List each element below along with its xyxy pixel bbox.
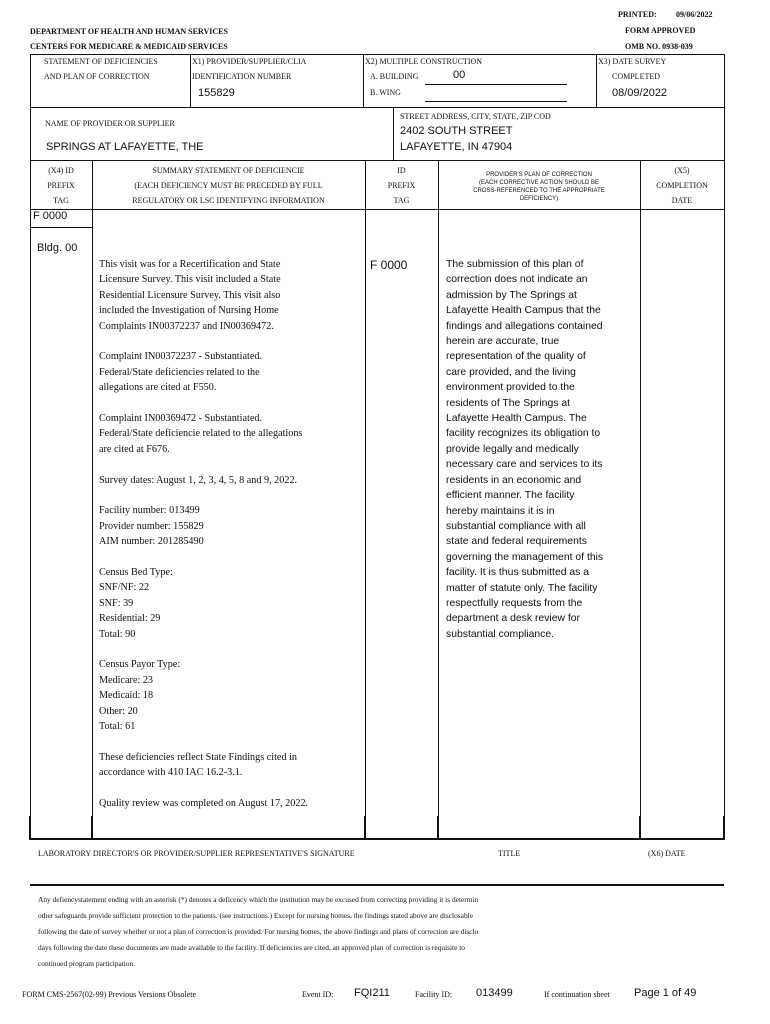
- deficiency-paragraph: Census Payor Type: Medicare: 23 Medicaid: 18 Other: 20 Total: 61: [99, 659, 181, 733]
- deficiency-paragraph: Complaint IN00372237 - Substantiated. Federal/State deficiencies related to the allegations are cited at F550.: [99, 351, 262, 394]
- statement-label-2: AND PLAN OF CORRECTION: [44, 72, 150, 81]
- disclaimer-line: other safeguards provide sufficient protection to the patients. (see instructions.) Except for nursing homes, the findings stated above are disclosable: [38, 911, 473, 920]
- plan-header-4: DEFICIENCY): [519, 196, 559, 202]
- provider-id-value: 155829: [198, 87, 235, 99]
- provider-name-label: NAME OF PROVIDER OR SUPPLIER: [45, 119, 175, 128]
- address-line-1: 2402 SOUTH STREET: [400, 125, 513, 137]
- disclaimer-line: following the date of survey whether or not a plan of correction is provided. For nursing homes, the above findings and plans of correction are disclo: [38, 927, 479, 936]
- left-tag: F 0000: [33, 210, 68, 222]
- address-line-2: LAFAYETTE, IN 47904: [400, 141, 513, 153]
- address-label: STREET ADDRESS, CITY, STATE, ZIP COD: [400, 112, 551, 121]
- x4-header-2: PREFIX: [47, 181, 75, 190]
- printed-date: 09/06/2022: [676, 10, 713, 19]
- plan-header-1: PROVIDER'S PLAN OF CORRECTION: [486, 172, 592, 178]
- deficiency-paragraph: Complaint IN00369472 - Substantiated. Federal/State deficiencie related to the allegations are cited at F676.: [99, 413, 303, 455]
- wing-label: B. WING: [370, 88, 401, 97]
- plan-header-3: CROSS-REFERENCED TO THE APPROPRIATE: [473, 188, 605, 194]
- summary-header-2: (EACH DEFICIENCY MUST BE PRECEDED BY FULL: [134, 181, 323, 190]
- summary-header-3: REGULATORY OR LSC IDENTIFYING INFORMATION: [132, 196, 325, 205]
- disclaimer-line: Any defiencystatement ending with an asterisk (*) denotes a deficency which the institution may be excused from correcting providing it is determin: [38, 895, 479, 904]
- facility-id-value: 013499: [476, 987, 513, 999]
- form-approved: FORM APPROVED: [625, 26, 696, 35]
- x5-header-3: DATE: [671, 196, 693, 205]
- omb-number: OMB NO. 0938-039: [625, 42, 693, 51]
- signature-label: LABORATORY DIRECTOR'S OR PROVIDER/SUPPLIER REPRESENTATIVE'S SIGNATURE: [38, 849, 355, 858]
- building-value: 00: [453, 69, 466, 81]
- continuation-label: If continuation sheet: [544, 990, 610, 999]
- x1-label-2: IDENTIFICATION NUMBER: [192, 72, 292, 81]
- deficiency-paragraph: These deficiencies reflect State Findings cited in accordance with 410 IAC 16.2-3.1.: [99, 751, 298, 779]
- page-number: Page 1 of 49: [634, 987, 697, 999]
- signature-date-label: (X6) DATE: [648, 849, 686, 858]
- deficiency-paragraph: Census Bed Type: SNF/NF: 22 SNF: 39 Residential: 29 Total: 90: [99, 567, 173, 640]
- x2-label: X2) MULTIPLE CONSTRUCTION: [365, 57, 483, 66]
- correction-plan: The submission of this plan of correction does not indicate an admission by The Springs at Lafayette Health Campus that the findings and allegations contained herein are accurate, true representation of the quality of care provided, and the living environment provided to the residents of The Springs at Lafayette Health Campus. The facility recognizes its obligation to provide legally and medically necessary care and services to its residents in an economic and efficient manner. The facility hereby maintains it is in substantial compliance with all state and federal requirements governing the management of this facility. It is thus submitted as a matter of statute only. The facility respectfully requests from the department a desk review for substantial compliance.: [446, 259, 604, 640]
- id-header-2: PREFIX: [387, 181, 416, 190]
- disclaimer-line: days following the date these documents are made available to the facility. If deficiencies are cited, an approved plan of correction is requisite to: [38, 943, 465, 952]
- id-header-1: ID: [397, 166, 406, 175]
- department-name: DEPARTMENT OF HEALTH AND HUMAN SERVICES: [30, 27, 228, 36]
- form-number: FORM CMS-2567(02-99) Previous Versions Obsolete: [22, 990, 197, 999]
- event-id-label: Event ID:: [302, 990, 334, 999]
- building-label: A. BUILDING: [370, 72, 419, 81]
- deficiency-paragraph: Facility number: 013499 Provider number: 155829 AIM number: 201285490: [99, 505, 204, 548]
- disclaimer-line: continued program participation.: [38, 959, 136, 968]
- x5-header-1: (X5): [674, 166, 690, 175]
- x4-header-3: TAG: [53, 196, 69, 205]
- x3-label-1: X3) DATE SURVEY: [598, 57, 667, 66]
- statement-label-1: STATEMENT OF DEFICIENCIES: [44, 57, 158, 66]
- building-tag: Bldg. 00: [37, 242, 78, 254]
- disclaimer: [38, 892, 478, 972]
- x4-header-1: (X4) ID: [48, 166, 74, 175]
- provider-name-value: SPRINGS AT LAFAYETTE, THE: [46, 141, 204, 153]
- x1-label-1: X1) PROVIDER/SUPPLIER/CLIA: [192, 57, 307, 66]
- x5-header-2: COMPLETION: [656, 181, 708, 190]
- right-tag: F 0000: [370, 258, 408, 272]
- deficiency-statement: [99, 257, 361, 827]
- deficiency-paragraph: Survey dates: August 1, 2, 3, 4, 5, 8 and 9, 2022.: [99, 474, 298, 486]
- plan-header-2: (EACH CORRECTIVE ACTION SHOULD BE: [478, 180, 600, 186]
- deficiency-paragraph: This visit was for a Recertification and State Licensure Survey. This visit included a State Residential Licensure Survey. This visit also included the Investigation of Nursing Home Complaints IN00372237 and IN00369472.: [99, 259, 281, 332]
- x3-label-2: COMPLETED: [612, 72, 660, 81]
- centers-name: CENTERS FOR MEDICARE & MEDICAID SERVICES: [30, 42, 228, 51]
- facility-id-label: Facility ID:: [415, 990, 453, 999]
- event-id-value: FQI211: [354, 987, 390, 999]
- id-header-3: TAG: [393, 196, 410, 205]
- summary-header-1: SUMMARY STATEMENT OF DEFICIENCIE: [152, 166, 305, 175]
- deficiency-paragraph: Quality review was completed on August 17, 2022.: [99, 798, 309, 810]
- title-label: TITLE: [498, 849, 521, 858]
- printed-label: PRINTED:: [618, 10, 657, 19]
- survey-date-value: 08/09/2022: [612, 87, 668, 99]
